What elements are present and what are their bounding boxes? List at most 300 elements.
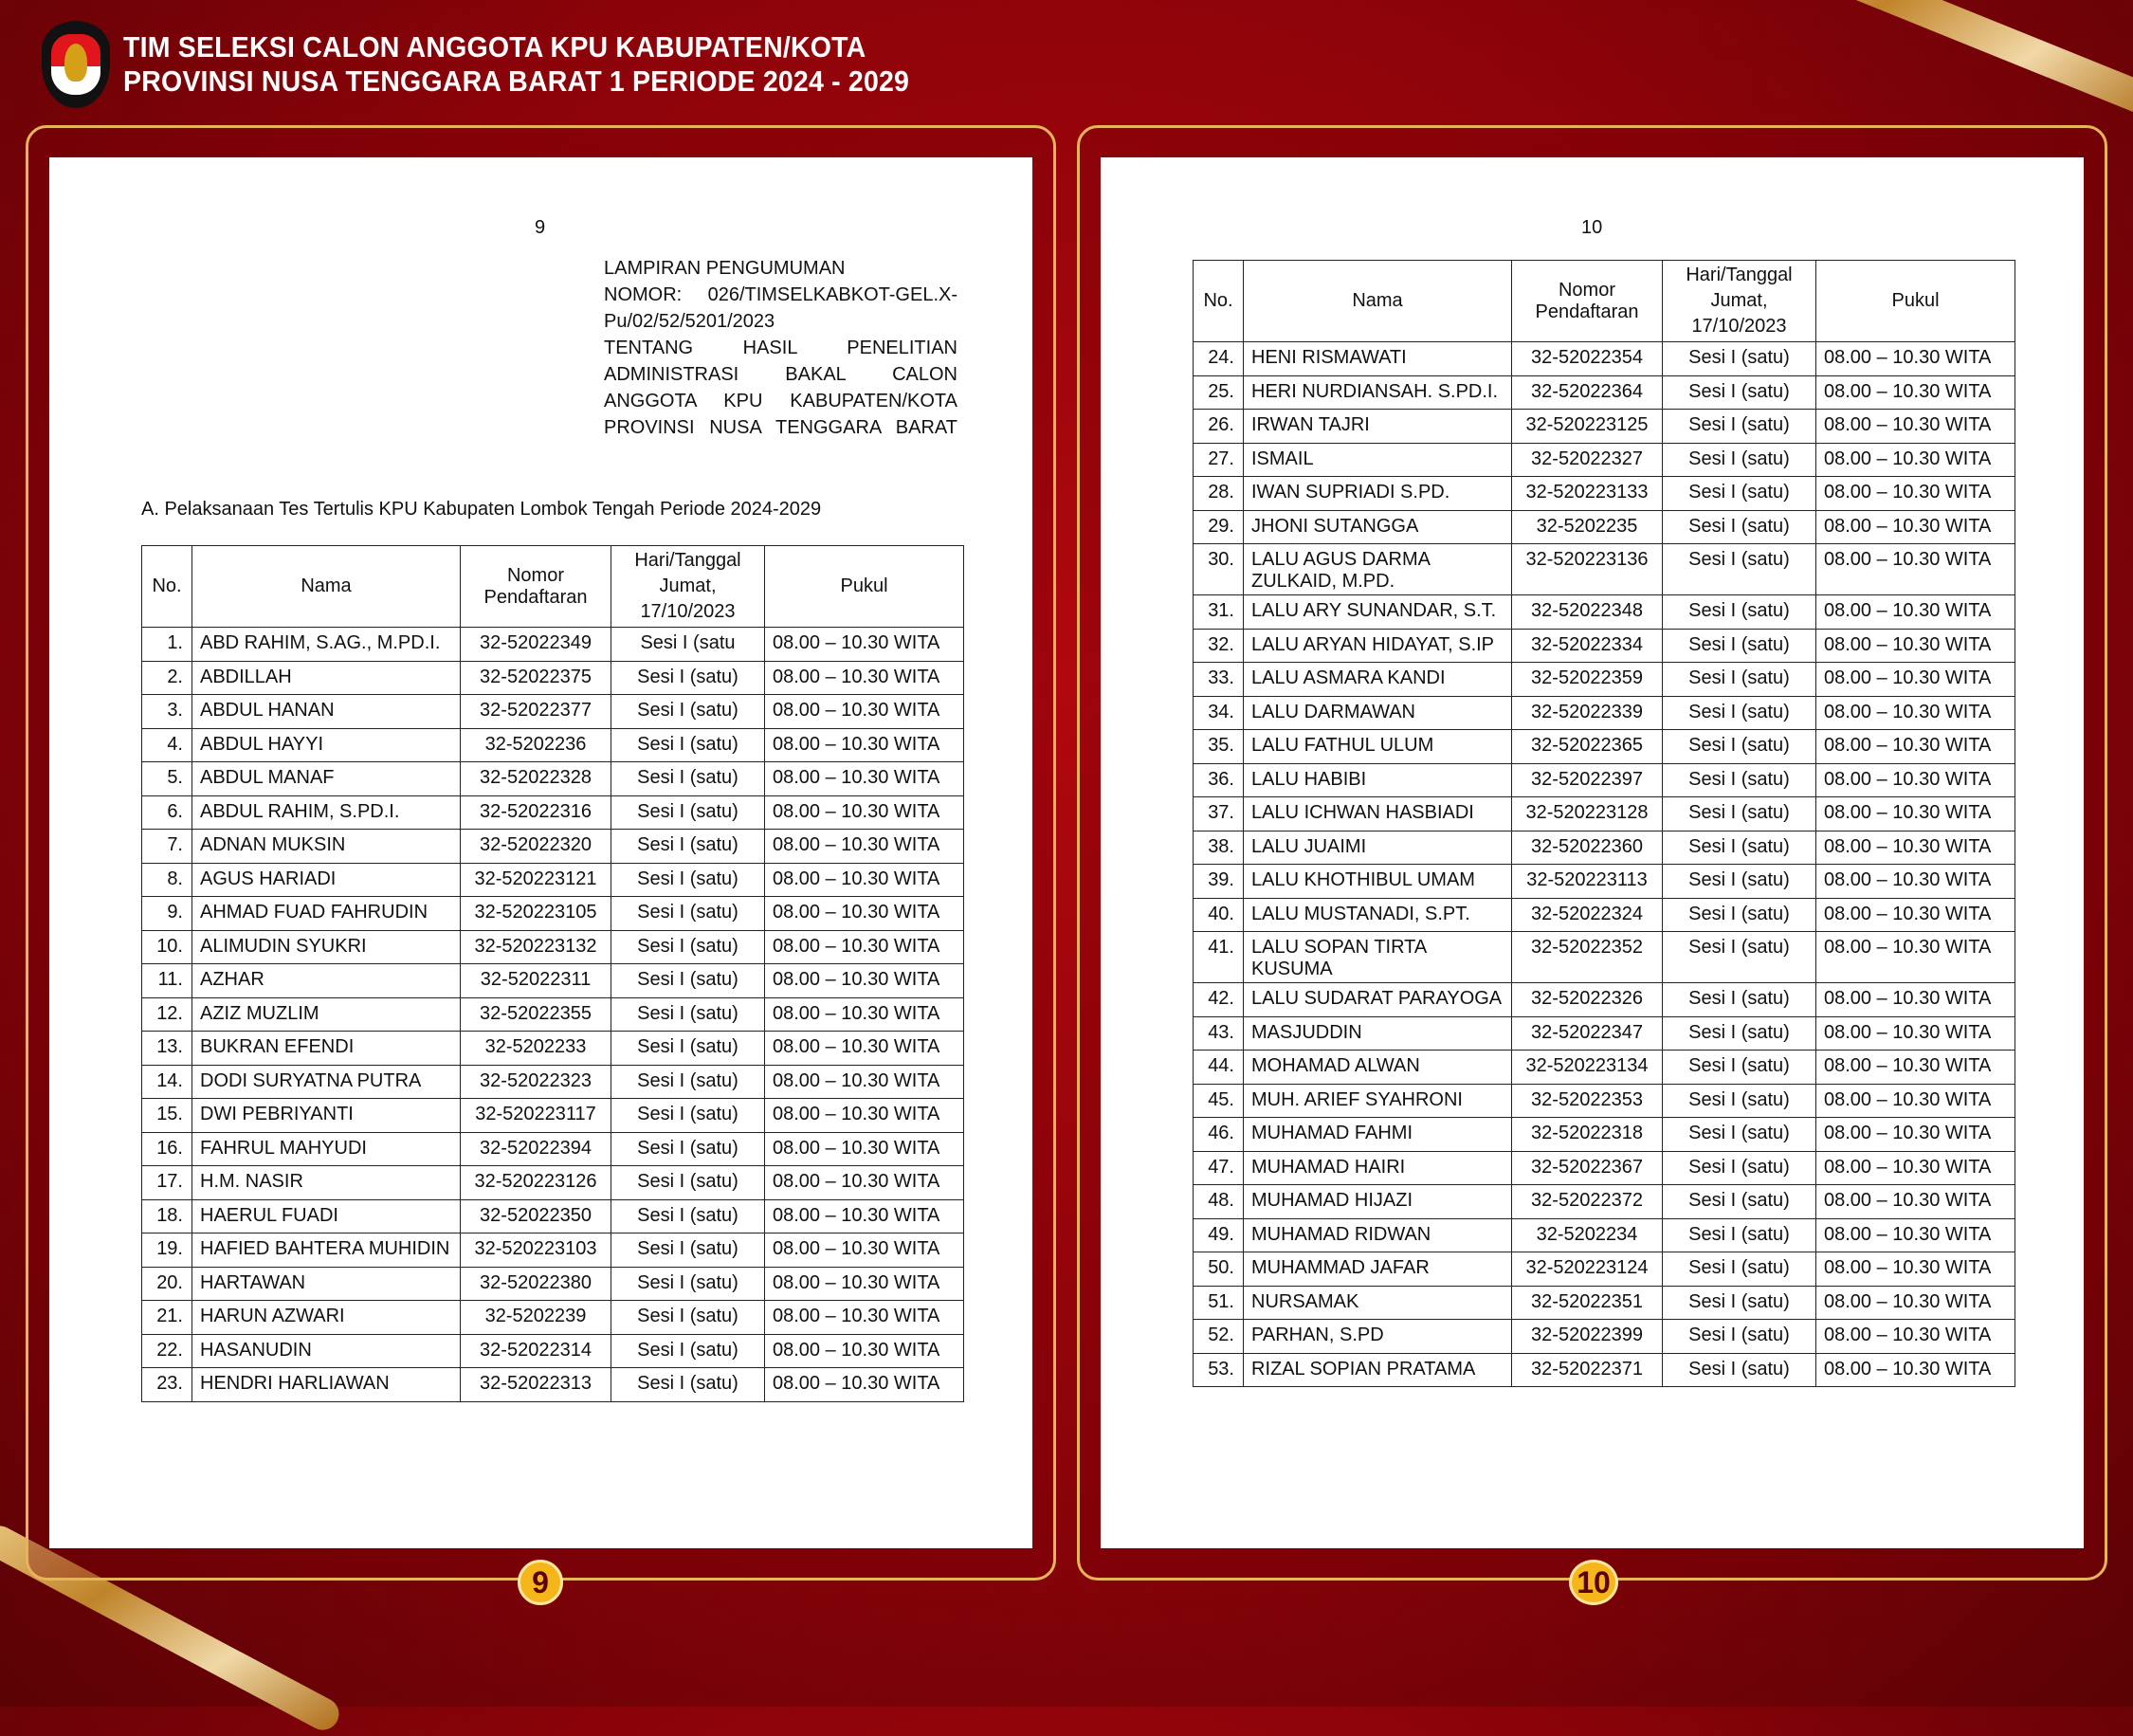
cell-pukul: 08.00 – 10.30 WITA: [1816, 1286, 2015, 1320]
cell-nama: LALU DARMAWAN: [1244, 696, 1512, 730]
cell-nama: MUH. ARIEF SYAHRONI: [1244, 1084, 1512, 1118]
cell-pukul: 08.00 – 10.30 WITA: [1816, 831, 2015, 865]
cell-nama: MUHAMAD FAHMI: [1244, 1118, 1512, 1152]
cell-nama: MUHAMAD HIJAZI: [1244, 1185, 1512, 1219]
cell-pukul: 08.00 – 10.30 WITA: [1816, 1252, 2015, 1287]
cell-nomor-pendaftaran: 32-52022311: [461, 964, 611, 998]
cell-no: 16.: [142, 1132, 192, 1166]
cell-nama: HASANUDIN: [192, 1334, 461, 1368]
cell-pukul: 08.00 – 10.30 WITA: [765, 762, 964, 796]
cell-sesi: Sesi I (satu): [1663, 1185, 1816, 1219]
table-row: [1194, 375, 2015, 410]
cell-pukul: 08.00 – 10.30 WITA: [1816, 983, 2015, 1017]
table-row: [142, 1099, 964, 1133]
cell-sesi: Sesi I (satu): [1663, 477, 1816, 511]
cell-pukul: 08.00 – 10.30 WITA: [765, 1099, 964, 1133]
table-row: [142, 762, 964, 796]
cell-no: 5.: [142, 762, 192, 796]
cell-nomor-pendaftaran: 32-52022347: [1512, 1016, 1663, 1051]
cell-nama: HARTAWAN: [192, 1267, 461, 1301]
cell-sesi: Sesi I (satu): [1663, 898, 1816, 932]
table-row: [142, 1166, 964, 1200]
cell-pukul: 08.00 – 10.30 WITA: [765, 930, 964, 964]
table-row: [1194, 865, 2015, 899]
cell-no: 45.: [1194, 1084, 1244, 1118]
cell-pukul: 08.00 – 10.30 WITA: [1816, 629, 2015, 663]
cell-nomor-pendaftaran: 32-5202239: [461, 1301, 611, 1335]
table-row: [142, 695, 964, 729]
table-row: [142, 997, 964, 1032]
cell-nomor-pendaftaran: 32-52022394: [461, 1132, 611, 1166]
cell-sesi: Sesi I (satu): [1663, 663, 1816, 697]
cell-pukul: 08.00 – 10.30 WITA: [765, 1199, 964, 1233]
cell-nomor-pendaftaran: 32-52022318: [1512, 1118, 1663, 1152]
cell-no: 1.: [142, 628, 192, 662]
cell-nomor-pendaftaran: 32-52022380: [461, 1267, 611, 1301]
cell-nomor-pendaftaran: 32-52022355: [461, 997, 611, 1032]
cell-no: 21.: [142, 1301, 192, 1335]
table-row: [1194, 1218, 2015, 1252]
table-row: [142, 830, 964, 864]
cell-sesi: Sesi I (satu): [1663, 763, 1816, 797]
cell-nama: MUHAMAD RIDWAN: [1244, 1218, 1512, 1252]
cell-nama: ALIMUDIN SYUKRI: [192, 930, 461, 964]
cell-nama: DWI PEBRIYANTI: [192, 1099, 461, 1133]
cell-sesi: Sesi I (satu): [611, 728, 765, 762]
cell-nama: LALU ARYAN HIDAYAT, S.IP: [1244, 629, 1512, 663]
cell-nama: PARHAN, S.PD: [1244, 1320, 1512, 1354]
cell-sesi: Sesi I (satu): [1663, 1353, 1816, 1387]
lampiran-line: LAMPIRAN PENGUMUMAN: [604, 258, 846, 279]
cell-nomor-pendaftaran: 32-52022323: [461, 1065, 611, 1099]
cell-nomor-pendaftaran: 32-5202236: [461, 728, 611, 762]
table-row: [1194, 663, 2015, 697]
cell-nama: MUHAMMAD JAFAR: [1244, 1252, 1512, 1287]
cell-nomor-pendaftaran: 32-520223136: [1512, 544, 1663, 595]
cell-sesi: Sesi I (satu): [611, 1301, 765, 1335]
cell-pukul: 08.00 – 10.30 WITA: [765, 897, 964, 931]
cell-nomor-pendaftaran: 32-520223132: [461, 930, 611, 964]
cell-pukul: 08.00 – 10.30 WITA: [1816, 1185, 2015, 1219]
cell-nama: MOHAMAD ALWAN: [1244, 1051, 1512, 1085]
cell-no: 49.: [1194, 1218, 1244, 1252]
cell-no: 51.: [1194, 1286, 1244, 1320]
cell-pukul: 08.00 – 10.30 WITA: [1816, 1016, 2015, 1051]
table-row: [1194, 898, 2015, 932]
table-row: [1194, 1252, 2015, 1287]
table-row: [1194, 1185, 2015, 1219]
lampiran-line: NOMOR: 026/TIMSELKABKOT-GEL.X-: [604, 284, 957, 305]
table-row: [1194, 1084, 2015, 1118]
cell-sesi: Sesi I (satu): [611, 897, 765, 931]
table-row: [142, 628, 964, 662]
table-row: [1194, 510, 2015, 544]
column-header: Nama: [192, 546, 461, 628]
cell-no: 25.: [1194, 375, 1244, 410]
cell-no: 19.: [142, 1233, 192, 1268]
cell-no: 7.: [142, 830, 192, 864]
cell-nama: HAFIED BAHTERA MUHIDIN: [192, 1233, 461, 1268]
cell-sesi: Sesi I (satu): [1663, 696, 1816, 730]
table-row: [1194, 1016, 2015, 1051]
cell-nama: ABDUL RAHIM, S.PD.I.: [192, 795, 461, 830]
table-row: [1194, 477, 2015, 511]
cell-sesi: Sesi I (satu): [611, 930, 765, 964]
cell-pukul: 08.00 – 10.30 WITA: [1816, 1320, 2015, 1354]
cell-nomor-pendaftaran: 32-52022359: [1512, 663, 1663, 697]
cell-sesi: Sesi I (satu): [1663, 1016, 1816, 1051]
cell-no: 11.: [142, 964, 192, 998]
cell-pukul: 08.00 – 10.30 WITA: [1816, 1051, 2015, 1085]
cell-pukul: 08.00 – 10.30 WITA: [1816, 763, 2015, 797]
cell-pukul: 08.00 – 10.30 WITA: [1816, 595, 2015, 630]
cell-nama: LALU JUAIMI: [1244, 831, 1512, 865]
cell-no: 35.: [1194, 730, 1244, 764]
table-row: [1194, 1151, 2015, 1185]
cell-nomor-pendaftaran: 32-52022377: [461, 695, 611, 729]
cell-nama: AGUS HARIADI: [192, 863, 461, 897]
page-number: 9: [535, 217, 546, 238]
cell-nama: LALU MUSTANADI, S.PT.: [1244, 898, 1512, 932]
cell-nomor-pendaftaran: 32-52022316: [461, 795, 611, 830]
cell-nomor-pendaftaran: 32-5202235: [1512, 510, 1663, 544]
cell-no: 37.: [1194, 797, 1244, 831]
cell-no: 31.: [1194, 595, 1244, 630]
cell-pukul: 08.00 – 10.30 WITA: [765, 695, 964, 729]
cell-sesi: Sesi I (satu): [611, 1267, 765, 1301]
cell-nama: HERI NURDIANSAH. S.PD.I.: [1244, 375, 1512, 410]
cell-pukul: 08.00 – 10.30 WITA: [1816, 1218, 2015, 1252]
column-header: No.: [142, 546, 192, 628]
cell-no: 4.: [142, 728, 192, 762]
cell-nomor-pendaftaran: 32-52022352: [1512, 932, 1663, 983]
cell-sesi: Sesi I (satu): [1663, 1252, 1816, 1287]
table-row: [1194, 763, 2015, 797]
cell-sesi: Sesi I (satu): [611, 1368, 765, 1402]
cell-no: 28.: [1194, 477, 1244, 511]
cell-pukul: 08.00 – 10.30 WITA: [1816, 797, 2015, 831]
cell-no: 47.: [1194, 1151, 1244, 1185]
table-row: [1194, 1286, 2015, 1320]
cell-nomor-pendaftaran: 32-520223128: [1512, 797, 1663, 831]
cell-no: 41.: [1194, 932, 1244, 983]
cell-pukul: 08.00 – 10.30 WITA: [765, 1065, 964, 1099]
page-badge: 10: [1569, 1560, 1618, 1605]
cell-nama: RIZAL SOPIAN PRATAMA: [1244, 1353, 1512, 1387]
cell-no: 32.: [1194, 629, 1244, 663]
cell-nama: BUKRAN EFENDI: [192, 1032, 461, 1066]
cell-nama: LALU ICHWAN HASBIADI: [1244, 797, 1512, 831]
cell-sesi: Sesi I (satu): [611, 762, 765, 796]
cell-nomor-pendaftaran: 32-52022339: [1512, 696, 1663, 730]
cell-sesi: Sesi I (satu): [1663, 1051, 1816, 1085]
table-row: [142, 795, 964, 830]
cell-no: 43.: [1194, 1016, 1244, 1051]
cell-nama: IWAN SUPRIADI S.PD.: [1244, 477, 1512, 511]
cell-pukul: 08.00 – 10.30 WITA: [1816, 730, 2015, 764]
cell-pukul: 08.00 – 10.30 WITA: [765, 830, 964, 864]
table-row: [142, 964, 964, 998]
cell-nama: LALU HABIBI: [1244, 763, 1512, 797]
table-row: [1194, 544, 2015, 595]
cell-sesi: Sesi I (satu): [1663, 410, 1816, 444]
cell-sesi: Sesi I (satu): [1663, 1320, 1816, 1354]
cell-no: 48.: [1194, 1185, 1244, 1219]
cell-no: 8.: [142, 863, 192, 897]
gold-ribbon-decoration: [1754, 0, 2133, 122]
cell-pukul: 08.00 – 10.30 WITA: [765, 795, 964, 830]
header: [42, 21, 977, 108]
cell-nama: H.M. NASIR: [192, 1166, 461, 1200]
cell-nomor-pendaftaran: 32-520223113: [1512, 865, 1663, 899]
cell-sesi: Sesi I (satu): [1663, 342, 1816, 376]
table-row: [1194, 983, 2015, 1017]
cell-nomor-pendaftaran: 32-52022320: [461, 830, 611, 864]
cell-nama: FAHRUL MAHYUDI: [192, 1132, 461, 1166]
cell-sesi: Sesi I (satu): [611, 964, 765, 998]
cell-no: 18.: [142, 1199, 192, 1233]
cell-sesi: Sesi I (satu): [1663, 831, 1816, 865]
title-line-1: TIM SELEKSI CALON ANGGOTA KPU KABUPATEN/KOTA: [123, 30, 866, 64]
table-row: [142, 1065, 964, 1099]
column-header: Pukul: [765, 546, 964, 628]
cell-pukul: 08.00 – 10.30 WITA: [1816, 477, 2015, 511]
table-row: [142, 1368, 964, 1402]
cell-sesi: Sesi I (satu): [1663, 932, 1816, 983]
cell-no: 27.: [1194, 443, 1244, 477]
cell-nomor-pendaftaran: 32-52022364: [1512, 375, 1663, 410]
cell-pukul: 08.00 – 10.30 WITA: [765, 1368, 964, 1402]
cell-no: 42.: [1194, 983, 1244, 1017]
cell-no: 17.: [142, 1166, 192, 1200]
cell-nama: DODI SURYATNA PUTRA: [192, 1065, 461, 1099]
cell-pukul: 08.00 – 10.30 WITA: [1816, 696, 2015, 730]
cell-sesi: Sesi I (satu): [1663, 983, 1816, 1017]
cell-sesi: Sesi I (satu): [611, 1032, 765, 1066]
schedule-table: [141, 545, 964, 1402]
cell-no: 9.: [142, 897, 192, 931]
lampiran-block: [604, 255, 957, 441]
cell-sesi: Sesi I (satu): [611, 1199, 765, 1233]
cell-nomor-pendaftaran: 32-520223125: [1512, 410, 1663, 444]
column-header: Nama: [1244, 261, 1512, 342]
cell-nama: LALU ASMARA KANDI: [1244, 663, 1512, 697]
cell-nomor-pendaftaran: 32-52022326: [1512, 983, 1663, 1017]
table-row: [1194, 730, 2015, 764]
cell-nama: HENI RISMAWATI: [1244, 342, 1512, 376]
cell-sesi: Sesi I (satu): [1663, 797, 1816, 831]
section-title: A. Pelaksanaan Tes Tertulis KPU Kabupaten Lombok Tengah Periode 2024-2029: [141, 499, 822, 520]
cell-nama: LALU KHOTHIBUL UMAM: [1244, 865, 1512, 899]
cell-nomor-pendaftaran: 32-520223126: [461, 1166, 611, 1200]
cell-pukul: 08.00 – 10.30 WITA: [765, 997, 964, 1032]
table-row: [142, 1032, 964, 1066]
table-row: [142, 728, 964, 762]
table-row: [142, 897, 964, 931]
lampiran-line: Pu/02/52/5201/2023: [604, 311, 775, 332]
cell-nomor-pendaftaran: 32-52022353: [1512, 1084, 1663, 1118]
table-row: [142, 1301, 964, 1335]
cell-nama: JHONI SUTANGGA: [1244, 510, 1512, 544]
column-header: Hari/Tanggal Jumat, 17/10/2023: [1663, 261, 1816, 342]
table-row: [1194, 629, 2015, 663]
cell-no: 39.: [1194, 865, 1244, 899]
table-row: [142, 863, 964, 897]
table-row: [142, 1199, 964, 1233]
lampiran-line: ANGGOTA KPU KABUPATEN/KOTA: [604, 391, 957, 411]
cell-no: 44.: [1194, 1051, 1244, 1085]
column-header: Nomor Pendaftaran: [1512, 261, 1663, 342]
cell-pukul: 08.00 – 10.30 WITA: [1816, 1084, 2015, 1118]
cell-pukul: 08.00 – 10.30 WITA: [1816, 510, 2015, 544]
cell-nama: ABDUL HANAN: [192, 695, 461, 729]
cell-no: 46.: [1194, 1118, 1244, 1152]
cell-no: 50.: [1194, 1252, 1244, 1287]
cell-nomor-pendaftaran: 32-5202234: [1512, 1218, 1663, 1252]
cell-nomor-pendaftaran: 32-52022351: [1512, 1286, 1663, 1320]
cell-no: 53.: [1194, 1353, 1244, 1387]
cell-no: 23.: [142, 1368, 192, 1402]
cell-nomor-pendaftaran: 32-520223117: [461, 1099, 611, 1133]
column-header: No.: [1194, 261, 1244, 342]
cell-pukul: 08.00 – 10.30 WITA: [1816, 932, 2015, 983]
cell-pukul: 08.00 – 10.30 WITA: [765, 1132, 964, 1166]
cell-pukul: 08.00 – 10.30 WITA: [1816, 1353, 2015, 1387]
table-row: [142, 1233, 964, 1268]
column-header: Nomor Pendaftaran: [461, 546, 611, 628]
cell-nama: IRWAN TAJRI: [1244, 410, 1512, 444]
cell-nomor-pendaftaran: 32-52022314: [461, 1334, 611, 1368]
cell-sesi: Sesi I (satu): [1663, 1151, 1816, 1185]
cell-nomor-pendaftaran: 32-52022365: [1512, 730, 1663, 764]
cell-nama: ADNAN MUKSIN: [192, 830, 461, 864]
cell-nomor-pendaftaran: 32-52022327: [1512, 443, 1663, 477]
cell-no: 14.: [142, 1065, 192, 1099]
cell-pukul: 08.00 – 10.30 WITA: [1816, 375, 2015, 410]
cell-sesi: Sesi I (satu): [1663, 629, 1816, 663]
table-row: [1194, 342, 2015, 376]
cell-nama: ABDUL HAYYI: [192, 728, 461, 762]
cell-sesi: Sesi I (satu): [1663, 443, 1816, 477]
lampiran-line: TENTANG HASIL PENELITIAN: [604, 338, 957, 358]
table-row: [1194, 443, 2015, 477]
kpu-logo: [42, 21, 110, 108]
cell-pukul: 08.00 – 10.30 WITA: [1816, 342, 2015, 376]
cell-no: 40.: [1194, 898, 1244, 932]
table-row: [142, 1132, 964, 1166]
cell-sesi: Sesi I (satu): [611, 863, 765, 897]
cell-sesi: Sesi I (satu): [1663, 544, 1816, 595]
cell-nama: AZIZ MUZLIM: [192, 997, 461, 1032]
cell-pukul: 08.00 – 10.30 WITA: [765, 1301, 964, 1335]
cell-nomor-pendaftaran: 32-52022348: [1512, 595, 1663, 630]
cell-no: 36.: [1194, 763, 1244, 797]
cell-nama: ABDILLAH: [192, 661, 461, 695]
cell-nomor-pendaftaran: 32-52022367: [1512, 1151, 1663, 1185]
cell-nama: LALU AGUS DARMA ZULKAID, M.PD.: [1244, 544, 1512, 595]
lampiran-line: PROVINSI NUSA TENGGARA BARAT: [604, 417, 957, 438]
table-row: [1194, 1353, 2015, 1387]
cell-nomor-pendaftaran: 32-52022350: [461, 1199, 611, 1233]
cell-nomor-pendaftaran: 32-52022360: [1512, 831, 1663, 865]
cell-sesi: Sesi I (satu): [611, 661, 765, 695]
table-row: [1194, 696, 2015, 730]
cell-nomor-pendaftaran: 32-520223105: [461, 897, 611, 931]
cell-nomor-pendaftaran: 32-52022371: [1512, 1353, 1663, 1387]
cell-no: 20.: [142, 1267, 192, 1301]
cell-pukul: 08.00 – 10.30 WITA: [1816, 663, 2015, 697]
cell-sesi: Sesi I (satu): [1663, 1286, 1816, 1320]
cell-pukul: 08.00 – 10.30 WITA: [1816, 443, 2015, 477]
cell-pukul: 08.00 – 10.30 WITA: [1816, 544, 2015, 595]
cell-nomor-pendaftaran: 32-52022349: [461, 628, 611, 662]
cell-pukul: 08.00 – 10.30 WITA: [765, 1032, 964, 1066]
cell-sesi: Sesi I (satu): [611, 1233, 765, 1268]
cell-nomor-pendaftaran: 32-520223103: [461, 1233, 611, 1268]
cell-sesi: Sesi I (satu): [1663, 595, 1816, 630]
cell-sesi: Sesi I (satu): [611, 1065, 765, 1099]
cell-sesi: Sesi I (satu): [1663, 1118, 1816, 1152]
cell-nomor-pendaftaran: 32-52022334: [1512, 629, 1663, 663]
cell-no: 3.: [142, 695, 192, 729]
cell-nomor-pendaftaran: 32-52022354: [1512, 342, 1663, 376]
cell-sesi: Sesi I (satu): [1663, 375, 1816, 410]
cell-sesi: Sesi I (satu): [1663, 730, 1816, 764]
table-row: [1194, 1051, 2015, 1085]
column-header: Hari/Tanggal Jumat, 17/10/2023: [611, 546, 765, 628]
cell-no: 6.: [142, 795, 192, 830]
cell-pukul: 08.00 – 10.30 WITA: [765, 661, 964, 695]
cell-pukul: 08.00 – 10.30 WITA: [1816, 1151, 2015, 1185]
table-row: [142, 930, 964, 964]
page-badge: 9: [518, 1560, 563, 1605]
table-row: [142, 661, 964, 695]
schedule-table: [1193, 260, 2015, 1387]
cell-nama: MUHAMAD HAIRI: [1244, 1151, 1512, 1185]
cell-nomor-pendaftaran: 32-52022324: [1512, 898, 1663, 932]
cell-sesi: Sesi I (satu): [611, 997, 765, 1032]
cell-nama: NURSAMAK: [1244, 1286, 1512, 1320]
cell-sesi: Sesi I (satu): [1663, 1084, 1816, 1118]
cell-nomor-pendaftaran: 32-520223133: [1512, 477, 1663, 511]
table-row: [1194, 831, 2015, 865]
cell-sesi: Sesi I (satu: [611, 628, 765, 662]
cell-sesi: Sesi I (satu): [611, 695, 765, 729]
table-row: [1194, 932, 2015, 983]
cell-nama: AZHAR: [192, 964, 461, 998]
cell-no: 13.: [142, 1032, 192, 1066]
header-title: [123, 30, 909, 99]
cell-nomor-pendaftaran: 32-52022313: [461, 1368, 611, 1402]
cell-nama: ISMAIL: [1244, 443, 1512, 477]
cell-no: 33.: [1194, 663, 1244, 697]
table-header-row: [1194, 261, 2015, 342]
cell-nama: LALU FATHUL ULUM: [1244, 730, 1512, 764]
cell-no: 10.: [142, 930, 192, 964]
cell-nama: HARUN AZWARI: [192, 1301, 461, 1335]
cell-pukul: 08.00 – 10.30 WITA: [1816, 865, 2015, 899]
cell-no: 26.: [1194, 410, 1244, 444]
cell-no: 52.: [1194, 1320, 1244, 1354]
cell-no: 2.: [142, 661, 192, 695]
cell-sesi: Sesi I (satu): [1663, 865, 1816, 899]
cell-nomor-pendaftaran: 32-520223121: [461, 863, 611, 897]
cell-pukul: 08.00 – 10.30 WITA: [765, 863, 964, 897]
cell-nama: ABDUL MANAF: [192, 762, 461, 796]
cell-sesi: Sesi I (satu): [611, 1132, 765, 1166]
table-row: [142, 1334, 964, 1368]
cell-nomor-pendaftaran: 32-52022328: [461, 762, 611, 796]
